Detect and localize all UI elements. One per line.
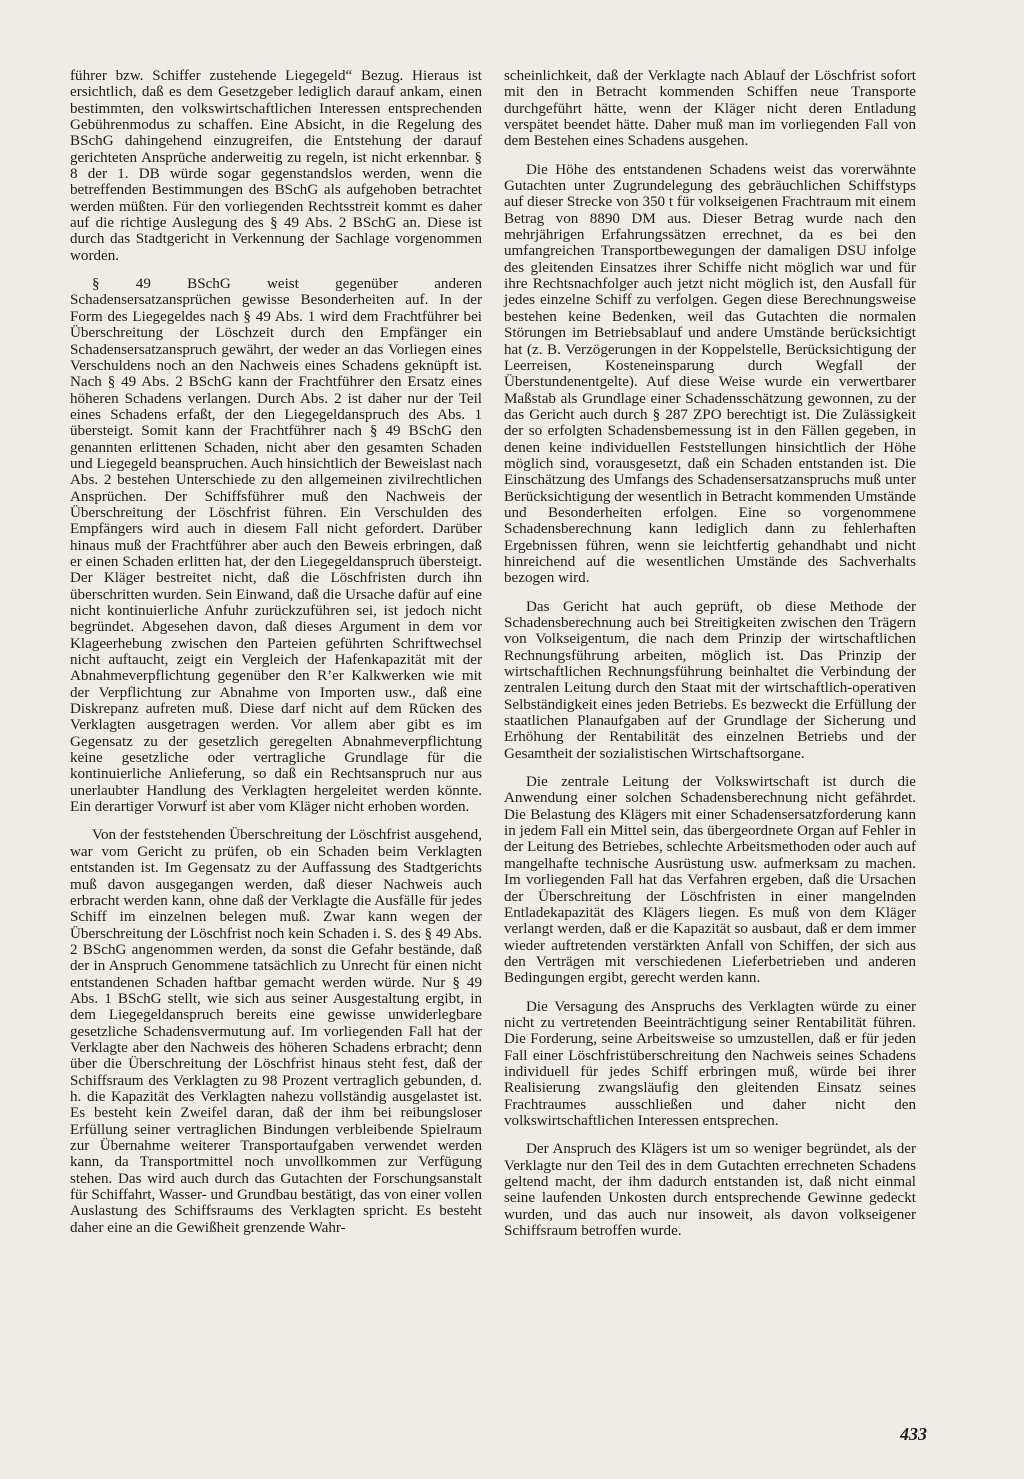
paragraph: Von der feststehenden Überschreitung der Löschfrist ausgehend, war vom Gericht zu prüfen, ob ein Schaden beim Verklagten entstanden ist. Im Gegensatz zu der Auffassung des Stadtgerichts muß davon ausgegangen werden, daß dieser Nachweis auch erbracht werden kann, ohne daß der Verklagte die Ausfälle für jedes Schiff im einzelnen belegen muß. Zwar kann wegen der Überschreitung der Löschfrist noch kein Schaden i. S. des § 49 Abs. 2 BSchG angenommen werden, da sonst die Gefahr bestände, daß der in Anspruch Genommene tatsächlich zu Unrecht für einen nicht entstandenen Schaden haftbar gemacht werden würde. Nur § 49 Abs. 1 BSchG stellt, wie sich aus seiner Ausgestaltung ergibt, in dem Liegegeldanspruch bereits eine gewisse unwiderlegbare gesetzliche Schadensvermutung auf. Im vorliegenden Fall hat der Verklagte aber den Nachweis des höheren Schadens erbracht; denn über die Überschreitung der Löschfrist hinaus steht fest, daß der Schiffsraum des Verklagten zu 98 Prozent vertraglich gebunden, d. h. die Kapazität des Verklagten nahezu vollständig ausgelastet ist. Es besteht kein Zweifel daran, daß der ihm bei reibungsloser Erfüllung seiner vertraglichen Bindungen verbleibende Spielraum zur Übernahme weiterer Transportaufgaben verwendet werden kann, da Transportmittel noch unvollkommen zur Verfügung stehen. Das wird auch durch das Gutachten der Forschungsanstalt für Schiffahrt, Wasser- und Grundbau bestätigt, das von einer vollen Auslastung des Schiffsraums des Verklagten spricht. Es besteht daher eine an die Gewißheit grenzende Wahr- (70, 827, 482, 1236)
left-column (70, 68, 482, 1248)
paragraph: Die Versagung des Anspruchs des Verklagten würde zu einer nicht zu vertretenden Beeinträchtigung seiner Rentabilität führen. Die Forderung, seine Arbeitsweise so umzustellen, daß er für jeden Fall einer Löschfristüberschreitung den Nachweis seines Schadens individuell für jedes Schiff erbringen muß, würde bei ihrer Realisierung zwangsläufig den gleitenden Einsatz seines Frachtraumes ausschließen und daher nicht den volkswirtschaftlichen Interessen entsprechen. (504, 998, 916, 1129)
page-number: 433 (900, 1424, 927, 1444)
paragraph: scheinlichkeit, daß der Verklagte nach Ablauf der Löschfrist sofort mit den in Betracht kommenden Schiffen neue Transporte durchgeführt hätte, wenn der Kläger nicht deren Entladung verspätet beendet hätte. Daher muß man im vorliegenden Fall von dem Bestehen eines Schadens ausgehen. (504, 68, 916, 150)
paragraph: Die Höhe des entstandenen Schadens weist das vorerwähnte Gutachten unter Zugrundelegung des gebräuchlichen Schiffstyps auf dieser Strecke von 350 t für volkseigenen Frachtraum mit einem Betrag von 8890 DM aus. Dieser Betrag wurde nach den mehrjährigen Erfahrungssätzen errechnet, da es bei den umfangreichen Transportbewegungen der damaligen DSU infolge des gleitenden Einsatzes ihrer Schiffe nicht möglich war und für ihre Rechtsnachfolger auch jetzt nicht möglich ist, den Ausfall für jedes einzelne Schiff zu verfolgen. Gegen diese Berechnungsweise bestehen keine Bedenken, weil das Gutachten die normalen Störungen im Betriebsablauf und andere Umstände berücksichtigt hat (z. B. Verzögerungen in der Koppelstelle, Berücksichtigung der Leerreisen, Kosteneinsparung durch Wegfall der Überstundenentgelte). Auf diese Weise wurde ein verwertbarer Maßstab als Grundlage einer Schadensschätzung gewonnen, zu der das Gericht auch durch § 287 ZPO berechtigt ist. Die Zulässigkeit der so erfolgten Schadensbemessung ist in den Fällen gegeben, in denen keine individuellen Feststellungen hinsichtlich der Höhe möglich sind, vorausgesetzt, daß ein Schaden entstanden ist. Die Einschätzung des Umfangs des Schadensersatzanspruchs muß unter Berücksichtigung der wesentlich in Betracht kommenden Umstände und Besonderheiten erfolgen. Eine so vorgenommene Schadensberechnung kann lediglich dann zu fehlerhaften Ergebnissen führen, wenn sie leichtfertig gehandhabt und nicht hinreichend auf die wesentlichen Umstände des Sachverhalts bezogen wird. (504, 161, 916, 587)
right-column (504, 68, 916, 1251)
paragraph: führer bzw. Schiffer zustehende Liegegeld“ Bezug. Hieraus ist ersichtlich, daß es dem Gesetzgeber lediglich darauf ankam, einen bestimmten, den volkswirtschaftlichen Interessen entsprechenden Gebührenmodus zu schaffen. Eine Absicht, in die Regelung des BSchG dahingehend einzugreifen, die Entstehung der darauf gerichteten Ansprüche anderweitig zu regeln, ist nicht erkennbar. § 8 der 1. DB würde sogar gegenstandslos werden, wenn die betreffenden Bestimmungen des BSchG als aufgehoben betrachtet werden müßten. Für den vorliegenden Rechtsstreit kommt es daher auf die richtige Auslegung des § 49 Abs. 2 BSchG an. Diese ist durch das Stadtgericht in Verkennung der Sachlage vorgenommen worden. (70, 68, 482, 264)
paragraph: Die zentrale Leitung der Volkswirtschaft ist durch die Anwendung einer solchen Schadensberechnung nicht gefährdet. Die Belastung des Klägers mit einer Schadensersatzforderung kann in jedem Fall ein Mittel sein, das übergeordnete Organ auf Fehler in der Leitung des Betriebes, schlechte Arbeitsmethoden oder auch auf mangelhafte technische Ausrüstung usw. aufmerksam zu machen. Im vorliegenden Fall hat das Verfahren ergeben, daß die Ursachen der Überschreitung der Löschfristen in einer mangelnden Entladekapazität des Klägers liegen. Es muß von dem Kläger verlangt werden, daß er die Kapazität so ausbaut, daß er dem immer wieder auftretenden verstärkten Anfall von Schiffen, der sich aus den Verträgen mit verschiedenen Lieferbetrieben und anderen Bedingungen ergibt, gerecht werden kann. (504, 774, 916, 987)
paragraph: Der Anspruch des Klägers ist um so weniger begründet, als der Verklagte nur den Teil des in dem Gutachten errechneten Schadens geltend macht, der ihm dadurch entstanden ist, daß nicht einmal seine laufenden Unkosten durch entsprechende Gewinne gedeckt wurden, und das auch nur insoweit, als davon volkseigener Schiffsraum betroffen wurde. (504, 1141, 916, 1240)
paragraph: Das Gericht hat auch geprüft, ob diese Methode der Schadensberechnung auch bei Streitigkeiten zwischen den Trägern von Volkseigentum, die nach dem Prinzip der wirtschaftlichen Rechnungsführung arbeiten, möglich ist. Das Prinzip der wirtschaftlichen Rechnungsführung beinhaltet die Verbindung der zentralen Leitung durch den Staat mit der wirtschaftlich-operativen Selbständigkeit eines jeden Betriebs. Es bezweckt die Erfüllung der staatlichen Planaufgaben auf der Grundlage der Sicherung und Erhöhung der Rentabilität des einzelnen Betriebs und der Gesamtheit der sozialistischen Wirtschaftsorgane. (504, 598, 916, 762)
paragraph: § 49 BSchG weist gegenüber anderen Schadensersatzansprüchen gewisse Besonderheiten auf. In der Form des Liegegeldes nach § 49 Abs. 1 wird dem Frachtführer bei Überschreitung der Löschzeit durch den Empfänger ein Schadensersatzanspruch gewährt, der weder an das Vorliegen eines Verschuldens noch an den Nachweis eines Schadens geknüpft ist. Nach § 49 Abs. 2 BSchG kann der Frachtführer den Ersatz eines höheren Schadens verlangen. Durch Abs. 2 ist daher nur der Teil eines Schadens erfaßt, der den Liegegeldanspruch des Abs. 1 übersteigt. Somit kann der Frachtführer nach § 49 BSchG den genannten erlittenen Schaden, nicht aber den gesamten Schaden und Liegegeld beanspruchen. Auch hinsichtlich der Beweislast nach Abs. 2 bestehen Unterschiede zu den allgemeinen zivilrechtlichen Ansprüchen. Der Schiffsführer muß den Nachweis der Überschreitung der Löschfrist führen. Ein Verschulden des Empfängers wird auch in diesem Fall nicht gefordert. Darüber hinaus muß der Frachtführer aber auch den Beweis erbringen, daß er einen Schaden erlitten hat, der den Liegegeldanspruch übersteigt. Der Kläger bestreitet nicht, daß die Löschfristen durch ihn überschritten wurden. Sein Einwand, daß die Ursache dafür auf eine nicht kontinuierliche Anfuhr zurückzuführen sei, ist jedoch nicht begründet. Abgesehen davon, daß dieses Argument in dem vor Klageerhebung zwischen den Parteien geführten Schriftwechsel nicht auftaucht, zeigt ein Vergleich der Hafenkapazität mit der Abnahmeverpflichtung gegenüber den R’er Kalkwerken wie mit der Verpflichtung zur Abnahme von Importen usw., daß eine Diskrepanz aufreten muß. Diese darf nicht auf dem Rücken des Verklagten ausgetragen werden. Vor allem aber gibt es im Gegensatz zu der gesetzlich geregelten Abnahmeverpflichtung keine gesetzliche oder vertragliche Grundlage für die kontinuierliche Anlieferung, so daß ein Rechtsanspruch nur aus unerlaubter Handlung des Verklagten hergeleitet werden könnte. Ein derartiger Vorwurf ist aber vom Kläger nicht erhoben worden. (70, 276, 482, 816)
